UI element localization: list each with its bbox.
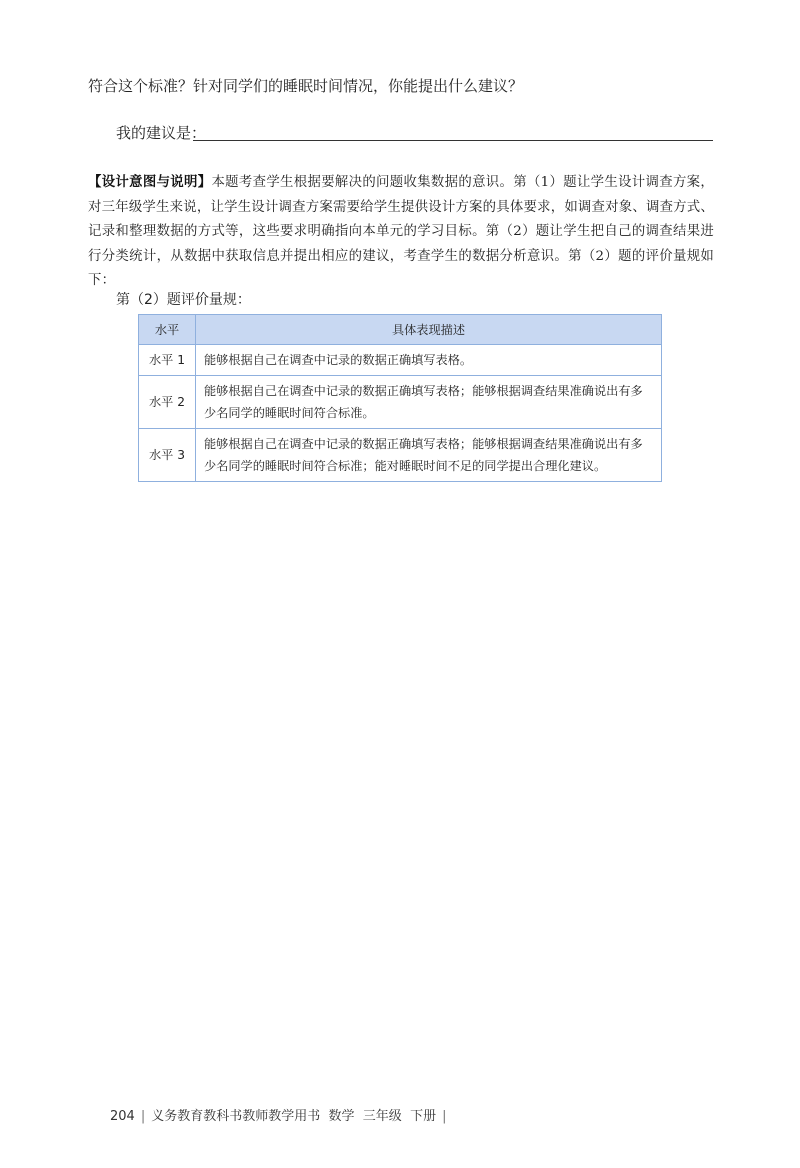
book-title: 义务教育教科书教师教学用书 — [151, 1109, 321, 1124]
table-header-row — [139, 315, 662, 345]
suggestion-label: 我的建议是： — [116, 124, 207, 142]
table-row — [139, 376, 662, 429]
rubric-table — [138, 314, 662, 482]
rubric-title: 第（2）题评价量规： — [116, 292, 251, 308]
table-row — [139, 429, 662, 482]
column-header-level: 水平 — [139, 315, 196, 345]
design-intent-body: 本题考查学生根据要解决的问题收集数据的意识。第（1）题让学生设计调查方案，对三年级学生来说，让学生设计调查方案需要给学生提供设计方案的具体要求，如调查对象、调查方式、记录和整理数据的方式等，这些要求明确指向本单元的学习目标。第（2）题让学生把自己的调查结果进行分类统计，从数据中获取信息并提出相应的建议，考查学生的数据分析意识。第（2）题的评价量规如下： — [88, 175, 714, 288]
footer-divider: | — [140, 1109, 146, 1124]
page-number: 204 — [110, 1109, 135, 1124]
question-tail-text: 符合这个标准？针对同学们的睡眠时间情况，你能提出什么建议？ — [88, 77, 524, 95]
design-intent-title: 【设计意图与说明】 — [88, 175, 212, 190]
footer-divider: | — [442, 1109, 447, 1124]
page-footer — [110, 1108, 452, 1126]
subject-label: 数学 — [328, 1109, 355, 1124]
level-cell: 水平 2 — [139, 376, 196, 429]
description-cell: 能够根据自己在调查中记录的数据正确填写表格；能够根据调查结果准确说出有多少名同学的睡眠时间符合标准。 — [196, 376, 662, 429]
suggestion-answer-line[interactable] — [193, 140, 713, 141]
description-cell: 能够根据自己在调查中记录的数据正确填写表格。 — [196, 345, 662, 376]
table-row — [139, 345, 662, 376]
column-header-description: 具体表现描述 — [196, 315, 662, 345]
description-cell: 能够根据自己在调查中记录的数据正确填写表格；能够根据调查结果准确说出有多少名同学的睡眠时间符合标准；能对睡眠时间不足的同学提出合理化建议。 — [196, 429, 662, 482]
design-intent-paragraph — [88, 171, 714, 294]
volume-label: 下册 — [410, 1109, 437, 1124]
level-cell: 水平 1 — [139, 345, 196, 376]
level-cell: 水平 3 — [139, 429, 196, 482]
grade-label: 三年级 — [362, 1109, 402, 1124]
